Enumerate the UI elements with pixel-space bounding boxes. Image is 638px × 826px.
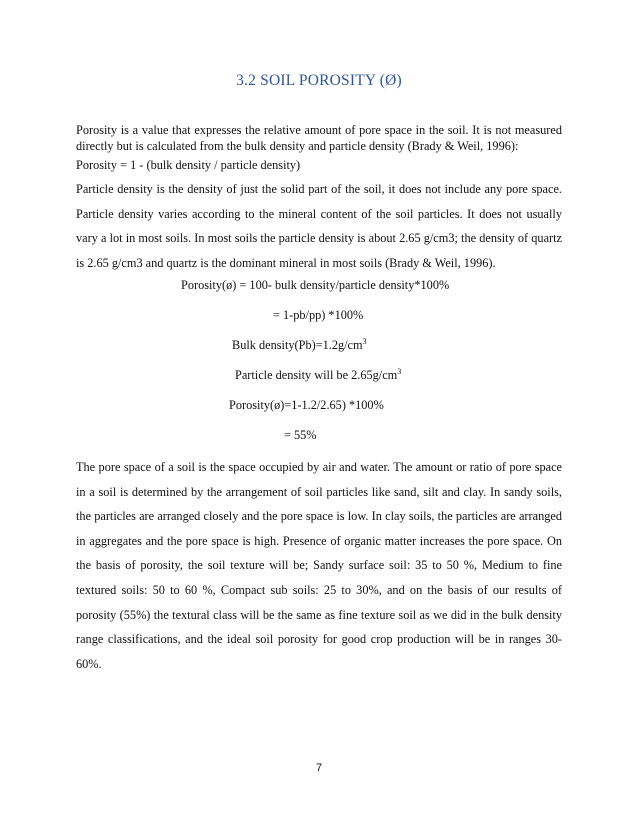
calc-line-6: = 55% [284,428,317,442]
calc-line-1: Porosity(ø) = 100- bulk density/particle density*100% [181,278,450,292]
section-heading: 3.2 SOIL POROSITY (Ø) [236,72,402,89]
porosity-formula: Porosity = 1 - (bulk density / particle density) [76,158,301,172]
calc-line-4 [235,368,401,383]
calc-line-3 [232,338,367,353]
page-number: 7 [315,762,323,774]
intro-paragraph: Porosity is a value that expresses the relative amount of pore space in the soil. It is not measured directly but is calculated from the bulk density and particle density (Brady & Weil, 1996): [76,123,562,153]
calc-line-2: = 1-pb/pp) *100% [273,308,364,322]
bulk-density-sup: 3 [362,337,367,346]
pore-space-paragraph: The pore space of a soil is the space occupied by air and water. The amount or ratio of pore space in a soil is determined by the arrangement of soil particles like sand, silt and clay. In sandy soils, the particles are arranged closely and the pore space is low. In clay soils, the particles are arranged in aggregates and the pore space is high. Presence of organic matter increases the pore space. On the basis of porosity, the soil texture will be; Sandy surface soil: 35 to 50 %, Medium to fine textured soils: 50 to 60 %, Compact sub soils: 25 to 30%, and on the basis of our results of porosity (55%) the textural class will be the same as fine texture soil as we did in the bulk density range classifications, and the ideal soil porosity for good crop production will be in ranges 30-60%. [76,460,562,671]
particle-density-paragraph: Particle density is the density of just the solid part of the soil, it does not include any pore space. Particle density varies according to the mineral content of the soil particles. It does not usually vary a lot in most soils. In most soils the particle density is about 2.65 g/cm3; the density of quartz is 2.65 g/cm3 and quartz is the dominant mineral in most soils (Brady & Weil, 1996). [76,182,562,270]
calc-line-5: Porosity(ø)=1-1.2/2.65) *100% [229,398,384,412]
particle-density-text: Particle density will be 2.65g/cm [235,368,398,382]
particle-density-sup: 3 [397,367,402,376]
bulk-density-text: Bulk density(Pb)=1.2g/cm [232,338,363,352]
